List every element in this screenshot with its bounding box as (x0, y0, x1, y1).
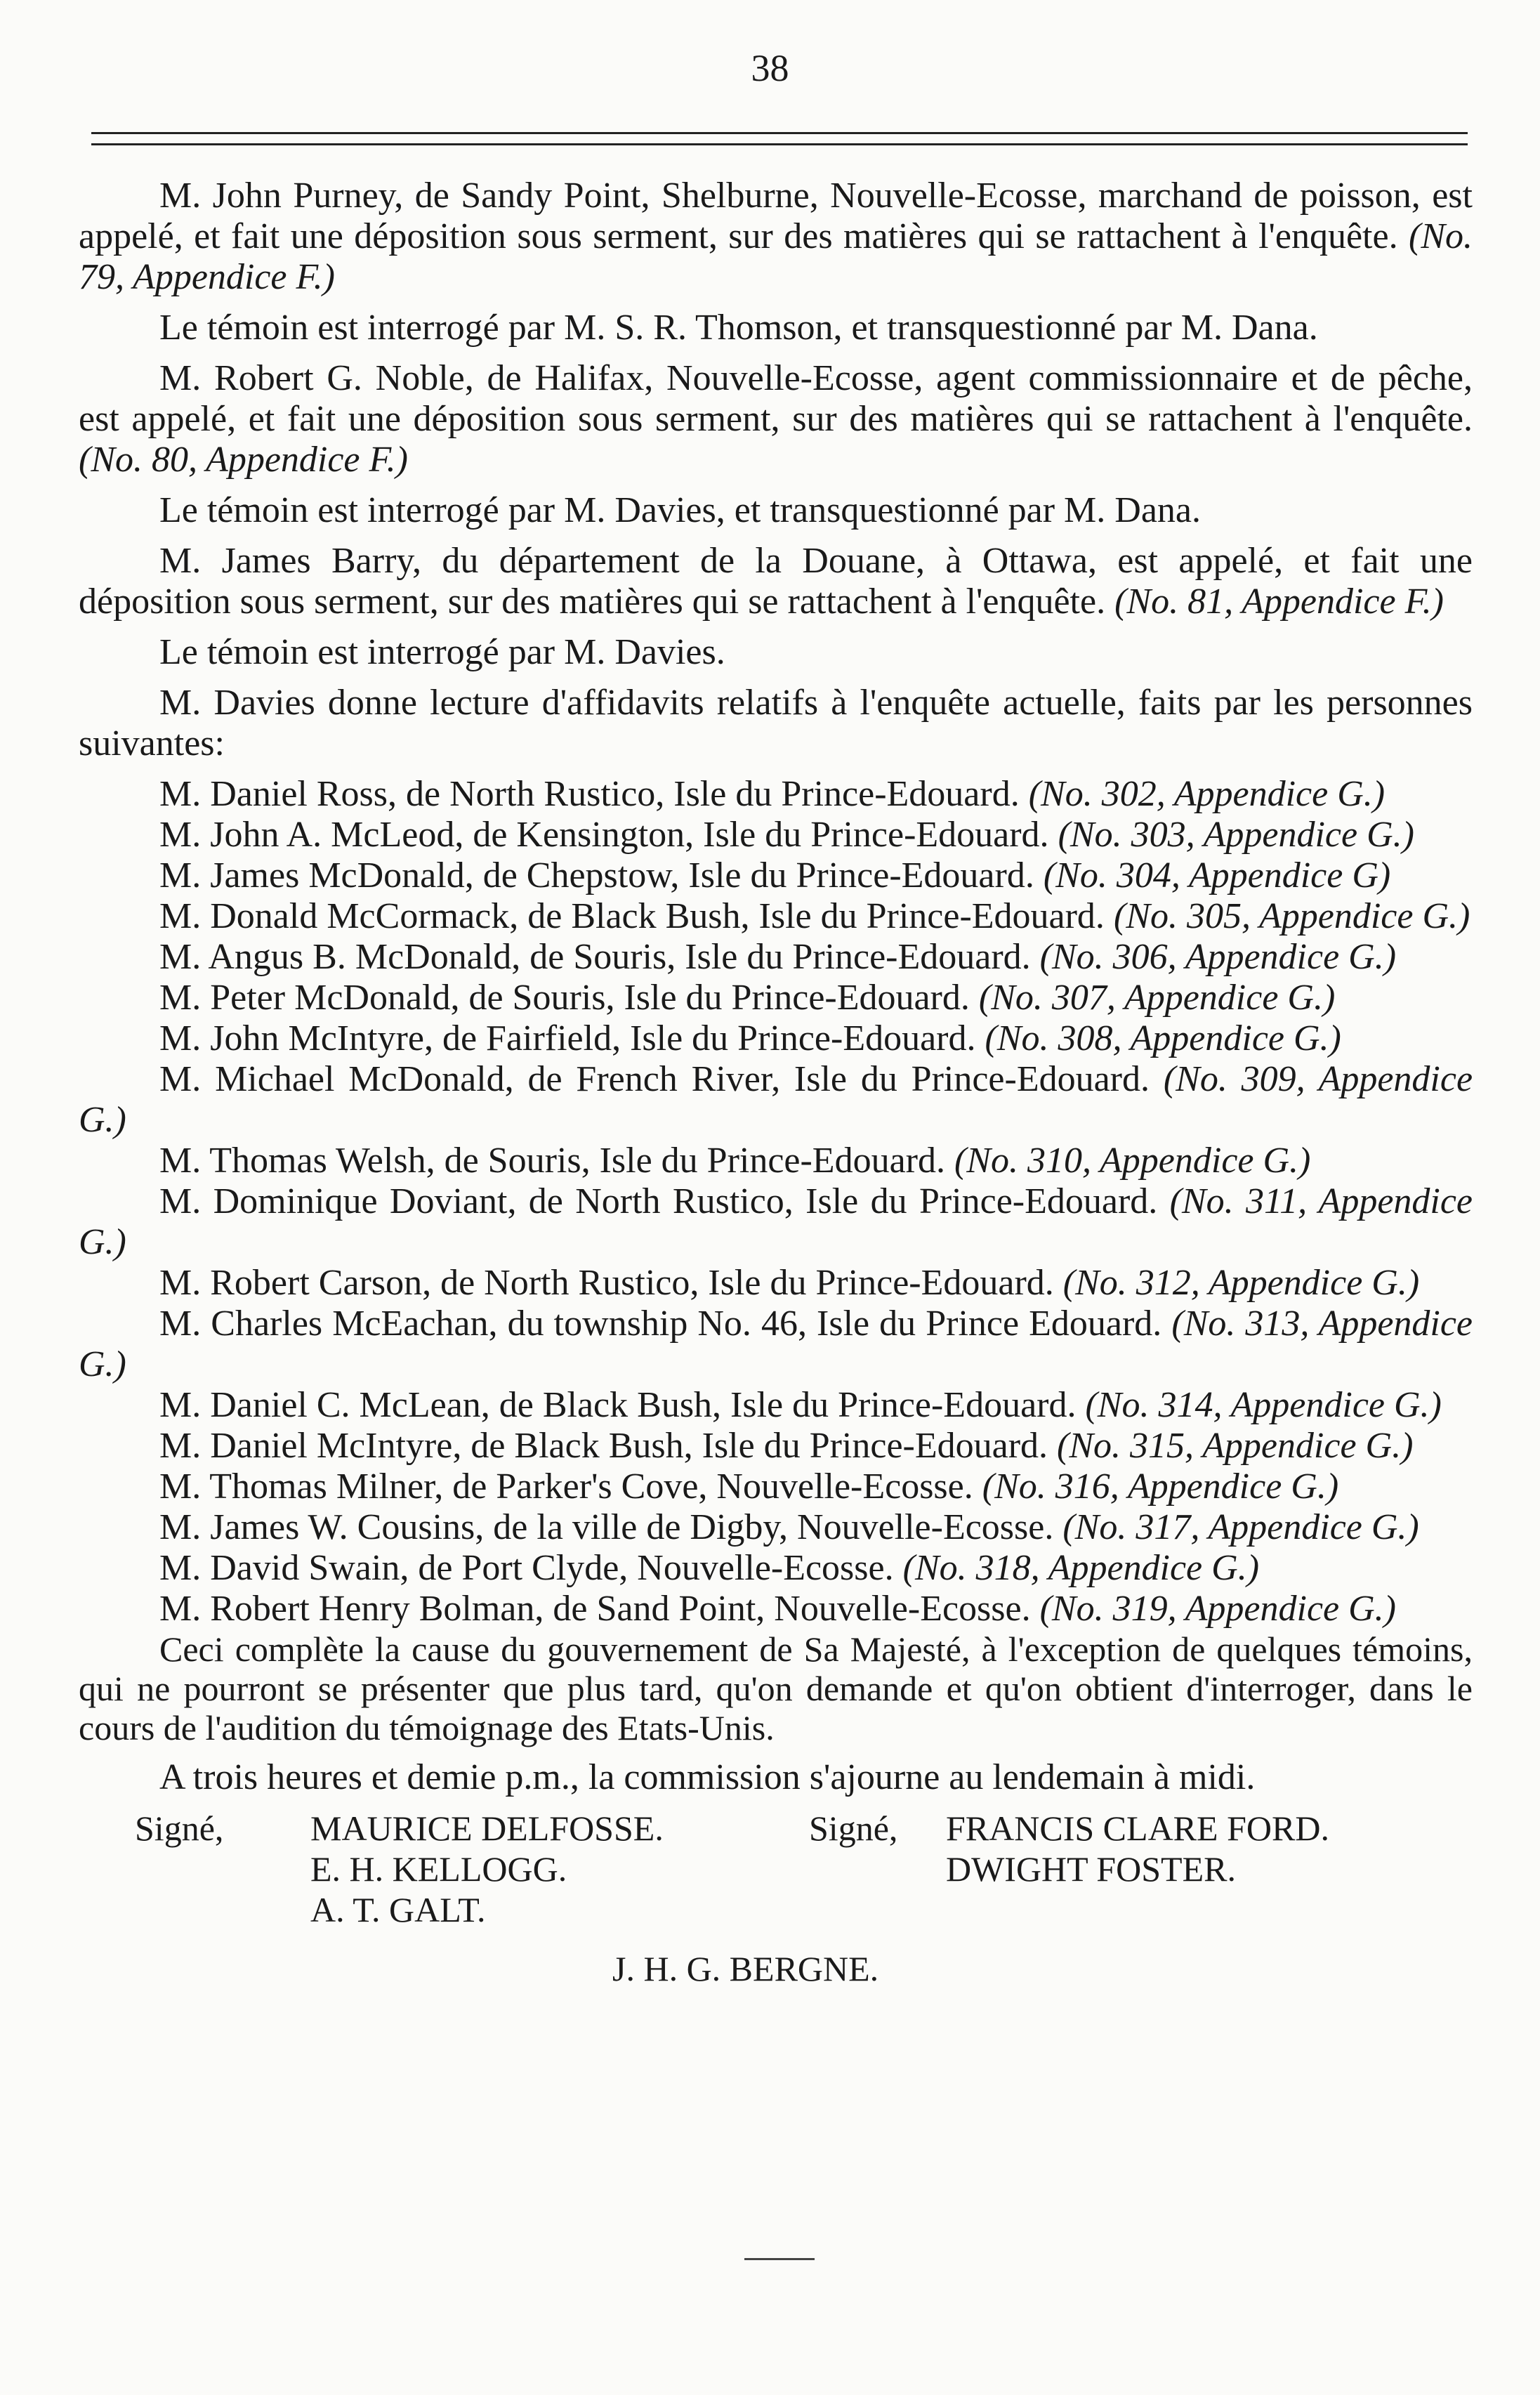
witness-entry (79, 1548, 1473, 1589)
witness-name: M. James McDonald, de Chepstow, Isle du Prince-Edouard. (159, 855, 1034, 895)
witness-entry (79, 978, 1473, 1018)
signature-block (79, 1808, 1473, 2019)
signatory-bergne: J. H. G. BERGNE. (612, 1949, 879, 1988)
witness-entry (79, 1466, 1473, 1507)
witness-name: M. Donald McCormack, de Black Bush, Isle du Prince-Edouard. (159, 896, 1105, 936)
witness-entry (79, 896, 1473, 937)
witness-reference: (No. 303, Appendice G.) (1058, 815, 1414, 855)
witness-name: M. Charles McEachan, du township No. 46, Isle du Prince Edouard. (159, 1304, 1162, 1344)
paragraph-purney: M. John Purney, de Sandy Point, Shelburne, Nouvelle-Ecosse, marchand de poisson, est appelé, et fait une déposition sous serment, sur des matières qui se rattachent à l'enquête. (No. 79, Appendice F.) (79, 176, 1473, 297)
witness-entry (79, 855, 1473, 896)
signatory-ford: FRANCIS CLARE FORD. (946, 1809, 1329, 1848)
witness-name: M. Robert Carson, de North Rustico, Isle du Prince-Edouard. (159, 1263, 1054, 1303)
end-mark (744, 2258, 815, 2260)
signatory-foster: DWIGHT FOSTER. (946, 1849, 1236, 1889)
witness-name: M. Daniel C. McLean, de Black Bush, Isle du Prince-Edouard. (159, 1385, 1077, 1425)
paragraph-barry: M. James Barry, du département de la Douane, à Ottawa, est appelé, et fait une déposition sous serment, sur des matières qui se rattachent à l'enquête. (No. 81, Appendice F.) (79, 541, 1473, 622)
witness-entry (79, 937, 1473, 978)
signatory-kellogg: E. H. KELLOGG. (310, 1849, 567, 1889)
witness-list (79, 774, 1473, 1629)
witness-entry (79, 1181, 1473, 1263)
witness-name: M. David Swain, de Port Clyde, Nouvelle-Ecosse. (159, 1548, 894, 1588)
witness-name: M. John A. McLeod, de Kensington, Isle du Prince-Edouard. (159, 815, 1049, 855)
witness-name: M. John McIntyre, de Fairfield, Isle du Prince-Edouard. (159, 1018, 976, 1058)
witness-name: M. Angus B. McDonald, de Souris, Isle du Prince-Edouard. (159, 937, 1031, 977)
witness-reference: (No. 316, Appendice G.) (982, 1466, 1339, 1507)
witness-reference: (No. 312, Appendice G.) (1062, 1263, 1420, 1303)
witness-reference: (No. 311, Appendice G.) (79, 1181, 1473, 1262)
witness-entry (79, 774, 1473, 815)
witness-entry (79, 1385, 1473, 1426)
header-rule-2 (91, 143, 1468, 145)
witness-name: M. James W. Cousins, de la ville de Digby, Nouvelle-Ecosse. (159, 1507, 1054, 1547)
witness-name: M. Thomas Milner, de Parker's Cove, Nouvelle-Ecosse. (159, 1466, 973, 1507)
witness-name: M. Daniel McIntyre, de Black Bush, Isle du Prince-Edouard. (159, 1426, 1048, 1466)
witness-name: M. Michael McDonald, de French River, Isle du Prince-Edouard. (159, 1059, 1150, 1099)
witness-reference: (No. 302, Appendice G.) (1028, 774, 1386, 814)
witness-reference: (No. 314, Appendice G.) (1085, 1385, 1442, 1425)
witness-entry (79, 1059, 1473, 1141)
witness-name: M. Thomas Welsh, de Souris, Isle du Prince-Edouard. (159, 1141, 945, 1181)
witness-name: M. Daniel Ross, de North Rustico, Isle du Prince-Edouard. (159, 774, 1020, 814)
signe-label-right: Signé, (809, 1809, 898, 1848)
paragraph-closing: Ceci complète la cause du gouvernement de Sa Majesté, à l'exception de quelques témoins, qui ne pourront se présenter que plus tard, qu'on demande et qu'on obtient d'interroger, dans le cours de l'audition du témoignage des Etats-Unis. (79, 1629, 1473, 1747)
signe-label-left: Signé, (135, 1809, 224, 1848)
witness-entry (79, 1018, 1473, 1059)
paragraph-adjourn: A trois heures et demie p.m., la commission s'ajourne au lendemain à midi. (159, 1757, 1256, 1797)
witness-name: M. Peter McDonald, de Souris, Isle du Prince-Edouard. (159, 978, 970, 1018)
paragraph-davies: Le témoin est interrogé par M. Davies. (159, 632, 725, 672)
paragraph-affidavits: M. Davies donne lecture d'affidavits relatifs à l'enquête actuelle, faits par les personnes suivantes: (79, 683, 1473, 763)
witness-entry (79, 1589, 1473, 1629)
witness-reference: (No. 310, Appendice G.) (954, 1141, 1311, 1181)
witness-reference: (No. 315, Appendice G.) (1057, 1426, 1414, 1466)
signatory-galt: A. T. GALT. (310, 1890, 486, 1929)
page-number: 38 (751, 47, 789, 89)
page-body (79, 176, 1473, 2019)
witness-entry (79, 1263, 1473, 1304)
witness-entry (79, 1304, 1473, 1385)
paragraph-thomson: Le témoin est interrogé par M. S. R. Thomson, et transquestionné par M. Dana. (159, 308, 1318, 348)
witness-entry (79, 1426, 1473, 1466)
witness-name: M. Robert Henry Bolman, de Sand Point, Nouvelle-Ecosse. (159, 1589, 1031, 1629)
witness-reference: (No. 317, Appendice G.) (1062, 1507, 1419, 1547)
paragraph-noble: M. Robert G. Noble, de Halifax, Nouvelle-Ecosse, agent commissionnaire et de pêche, est appelé, et fait une déposition sous serment, sur des matières qui se rattachent à l'enquête. (No. 80, Appendice F.) (79, 358, 1473, 480)
witness-reference: (No. 307, Appendice G.) (978, 978, 1336, 1018)
witness-reference: (No. 304, Appendice G) (1043, 855, 1391, 895)
witness-reference: (No. 305, Appendice G.) (1113, 896, 1470, 936)
witness-reference: (No. 313, Appendice G.) (79, 1304, 1473, 1384)
paragraph-davies-dana: Le témoin est interrogé par M. Davies, et transquestionné par M. Dana. (159, 490, 1201, 530)
signatory-delfosse: MAURICE DELFOSSE. (310, 1809, 664, 1848)
witness-name: M. Dominique Doviant, de North Rustico, Isle du Prince-Edouard. (159, 1181, 1158, 1221)
witness-reference: (No. 319, Appendice G.) (1039, 1589, 1396, 1629)
witness-reference: (No. 308, Appendice G.) (985, 1018, 1341, 1058)
header-rule (91, 132, 1468, 134)
witness-entry (79, 1507, 1473, 1548)
witness-entry (79, 815, 1473, 855)
witness-reference: (No. 318, Appendice G.) (902, 1548, 1260, 1588)
witness-entry (79, 1141, 1473, 1181)
witness-reference: (No. 309, Appendice G.) (79, 1059, 1473, 1140)
witness-reference: (No. 306, Appendice G.) (1039, 937, 1397, 977)
